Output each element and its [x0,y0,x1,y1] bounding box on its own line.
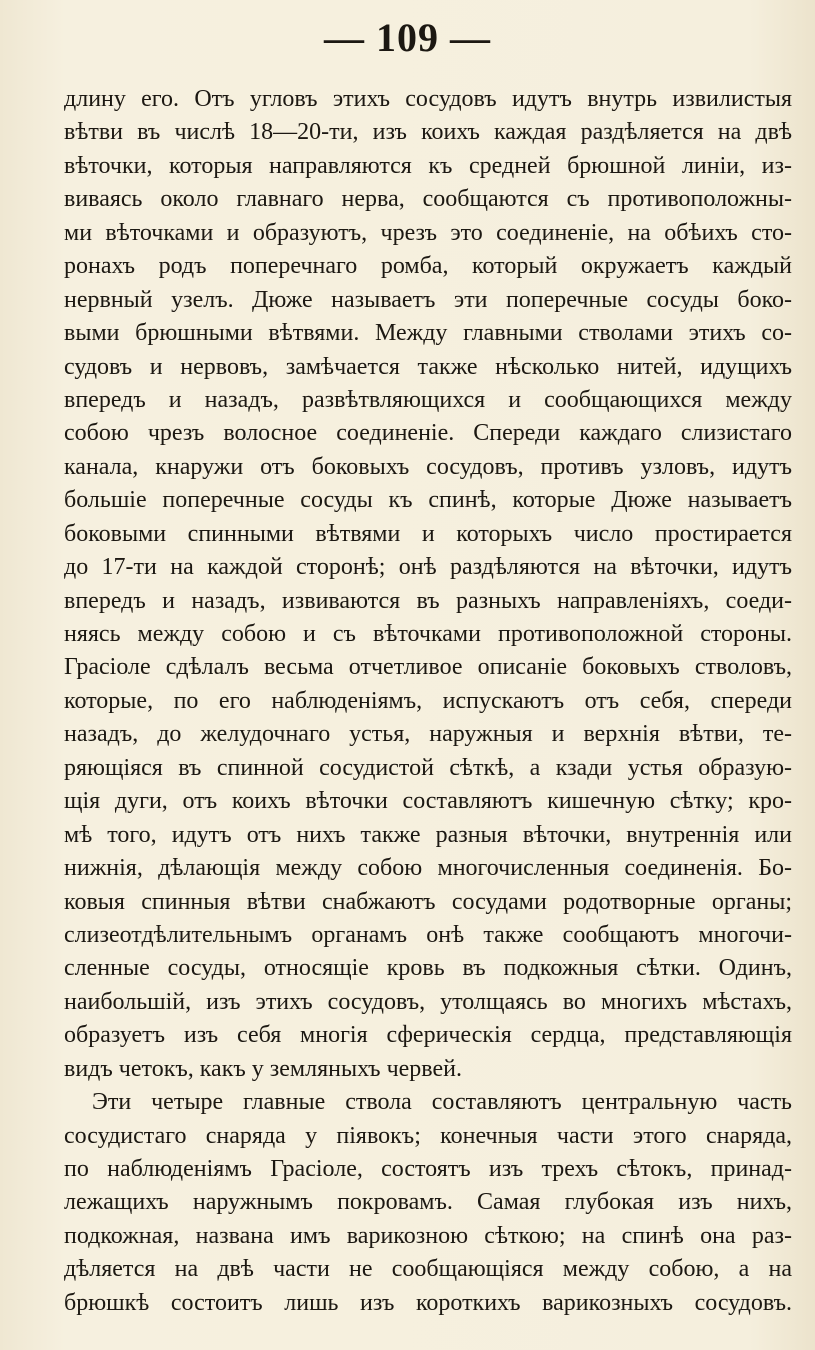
text-line: большіе поперечные сосуды къ спинѣ, которые Дюже называетъ [64,487,792,514]
text-line: выми брюшными вѣтвями. Между главными стволами этихъ со- [64,320,792,347]
text-line: впередъ и назадъ, развѣтвляющихся и сообщающихся между [64,386,792,413]
text-line: судовъ и нервовъ, замѣчается также нѣсколько нитей, идущихъ [64,353,792,380]
text-line: вѣточки, которыя направляются къ средней брюшной линіи, из- [64,152,792,179]
text-line: впередъ и назадъ, извиваются въ разныхъ направленіяхъ, соеди- [64,587,792,614]
body-text [64,83,792,1320]
text-line: брюшкѣ состоитъ лишь изъ короткихъ варикозныхъ сосудовъ. [64,1289,792,1316]
paragraph-end-line: видъ четокъ, какъ у земляныхъ червей. [64,1055,462,1082]
text-line: по наблюденіямъ Грасіоле, состоятъ изъ трехъ сѣтокъ, принад- [64,1156,792,1182]
text-line: канала, кнаружи отъ боковыхъ сосудовъ, противъ узловъ, идутъ [64,453,792,480]
text-line: до 17-ти на каждой сторонѣ; онѣ раздѣляются на вѣточки, идутъ [64,554,792,581]
text-line: дѣляется на двѣ части не сообщающіяся между собою, а на [64,1256,792,1283]
text-line: ми вѣточками и образуютъ, чрезъ это соединеніе, на обѣихъ сто- [64,219,792,246]
text-line: образуетъ изъ себя многія сферическія сердца, представляющія [64,1022,792,1049]
text-line: сленные сосуды, относящіе кровь въ подкожныя сѣтки. Одинъ, [64,955,792,982]
text-line: ковыя спинныя вѣтви снабжаютъ сосудами родотворные органы; [64,888,792,915]
text-line: ряющіяся въ спинной сосудистой сѣткѣ, а кзади устья образую- [64,754,792,781]
text-line: назадъ, до желудочнаго устья, наружныя и верхнія вѣтви, те- [64,721,792,748]
text-line: собою чрезъ волосное соединеніе. Спереди каждаго слизистаго [64,420,792,447]
paragraph-start-line: Эти четыре главные ствола составляютъ центральную часть [92,1089,792,1116]
text-line: лежащихъ наружнымъ покровамъ. Самая глубокая изъ нихъ, [64,1189,792,1216]
text-line: вѣтви въ числѣ 18—20-ти, изъ коихъ каждая раздѣляется на двѣ [64,119,792,146]
page-number: — 109 — [324,15,491,60]
text-line: наибольшій, изъ этихъ сосудовъ, утолщаясь во многихъ мѣстахъ, [64,988,792,1015]
text-line: длину его. Отъ угловъ этихъ сосудовъ идутъ внутрь извилистыя [64,86,792,112]
text-line: боковыми спинными вѣтвями и которыхъ число простирается [64,520,792,547]
text-line: няясь между собою и съ вѣточками противоположной стороны. [64,621,792,647]
text-line: ронахъ родъ поперечнаго ромба, который окружаетъ каждый [64,253,792,280]
text-line: нижнія, дѣлающія между собою многочисленныя соединенія. Бо- [64,855,792,882]
text-line: виваясь около главнаго нерва, сообщаются съ противоположны- [64,186,792,213]
text-line: мѣ того, идутъ отъ нихъ также разныя вѣточки, внутреннія или [64,821,792,848]
text-line: слизеотдѣлительнымъ органамъ онѣ также сообщаютъ многочи- [64,921,792,948]
text-line: сосудистаго снаряда у піявокъ; конечныя части этого снаряда, [64,1122,792,1149]
text-line: Грасіоле сдѣлалъ весьма отчетливое описаніе боковыхъ стволовъ, [64,654,792,681]
text-line: подкожная, названа имъ варикозною сѣткою; на спинѣ она раз- [64,1222,792,1249]
text-line: которые, по его наблюденіямъ, испускаютъ отъ себя, спереди [64,687,792,714]
text-line: щія дуги, отъ коихъ вѣточки составляютъ кишечную сѣтку; кро- [64,788,792,815]
text-line: нервный узелъ. Дюже называетъ эти поперечные сосуды боко- [64,286,792,313]
